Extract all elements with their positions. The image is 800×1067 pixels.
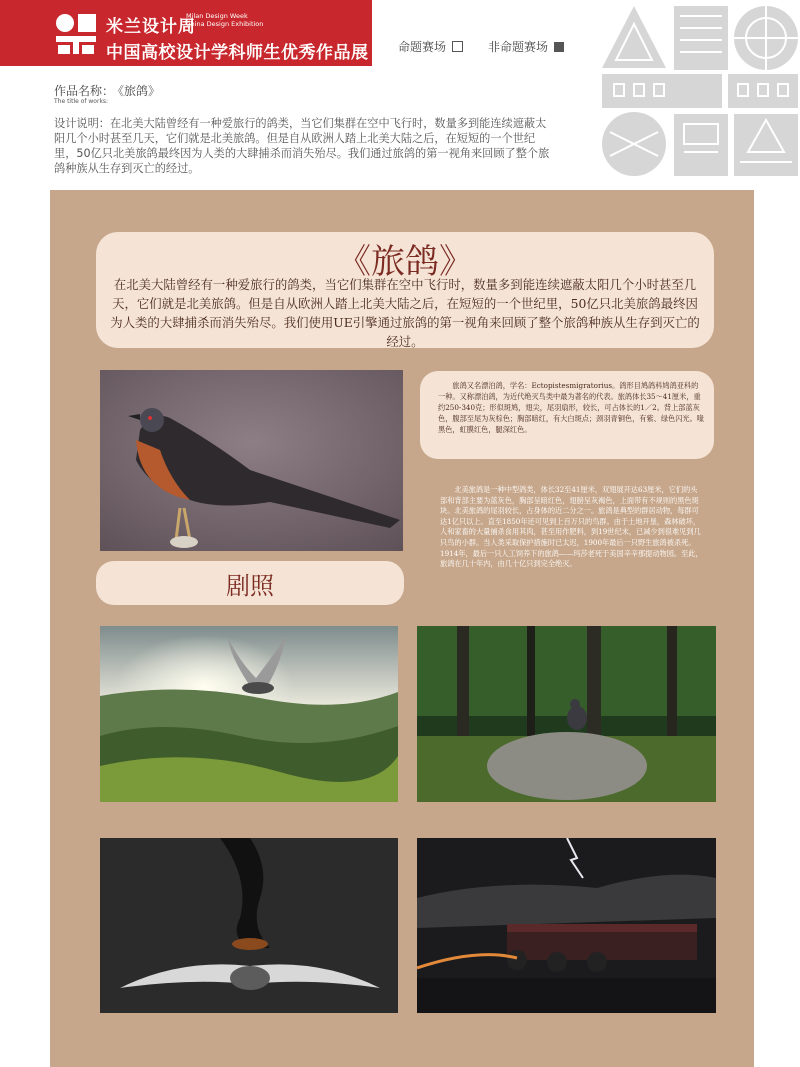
poster-intro: 在北美大陆曾经有一种爱旅行的鸽类，当它们集群在空中飞行时，数量多到能连续遮蔽太阳几个小时甚至几天，它们就是北美旅鸽。但是自从欧洲人踏上北美大陆之后，在短短的一个世纪里，50亿只北美旅鸽最终因为人类的大肆捕杀而消失殆尽。我们使用UE引擎通过旅鸽的第一视角来回顾了整个旅鸽种族从生存到灭亡的经过。	[110, 277, 700, 349]
category-proposition-label: 命题赛场	[398, 40, 447, 54]
work-title-label-en: The title of works:	[54, 98, 109, 105]
work-title-value: 《旅鸽》	[118, 84, 161, 98]
unchecked-box-icon	[452, 41, 463, 52]
work-title-label: 作品名称：	[54, 84, 115, 98]
film-still-train	[417, 838, 716, 1013]
film-still-smoke	[100, 838, 398, 1013]
exhibition-logo-icon	[54, 12, 98, 56]
exhibition-title-cn-2: 中国高校设计学科师生优秀作品展	[106, 43, 369, 63]
exhibition-title-cn-1: 米兰设计周	[106, 17, 196, 37]
category-non-proposition-label: 非命题赛场	[488, 40, 549, 54]
work-title	[54, 82, 160, 99]
pigeon-info-text: 旅鸽又名漂泊鸽，学名：Ectopistesmigratorius。鸽形目鸠鸽科鸠鸽亚科的一种。又称漂泊鸽，为近代绝灭鸟类中最为著名的代表。旅鸽体长35～41厘米，重约250-340克；形似斑鸠，翅尖，尾羽扇形，较长，可占体长的1／2。背上部蓝灰色，腹部至尾为灰棕色；胸部暗红，有大白斑点；颈羽青铜色，有紫、绿色闪光。喙黑色，虹膜红色，腿深红色。	[438, 381, 704, 434]
film-still-forest	[417, 626, 716, 802]
category-proposition	[398, 38, 463, 55]
exhibition-title-en	[186, 12, 263, 28]
exhibition-badge	[0, 0, 372, 66]
film-still-flight	[100, 626, 398, 802]
stills-label: 剧照	[226, 572, 274, 600]
design-description: 设计说明：在北美大陆曾经有一种爱旅行的鸽类，当它们集群在空中飞行时，数量多到能连续遮蔽太阳几个小时甚至几天，它们就是北美旅鸽。但是自从欧洲人踏上北美大陆之后，在短短的一个世纪里，50亿只北美旅鸽最终因为人类的大肆捕杀而消失殆尽。我们通过旅鸽的第一视角来回顾了整个旅鸽种族从生存到灭亡的经过。	[54, 117, 550, 175]
checked-box-icon	[554, 42, 564, 52]
category-non-proposition	[488, 38, 564, 55]
pigeon-specimen-photo	[100, 370, 403, 551]
poster-title: 《旅鸽》	[337, 242, 473, 282]
exhibition-title-en-line: China Design Exhibition	[186, 20, 264, 28]
exhibition-title-en-line: Milan Design Week	[186, 12, 248, 20]
pigeon-history-text: 北美旅鸽是一种中型鸽类，体长32至41厘米，双翅展开达63厘米，它们的头部和背部主要为蓝灰色，胸部呈暗红色，翅膀呈灰褐色，上面带有不规则的黑色斑块。北美旅鸽的尾羽较长，占身体的近二分之一。旅鸽是典型的群居动物，每群可达1亿只以上。直至1850年还可见到上百万只的鸟群。由于土地开垦，森林破坏，人和家畜的大量捕杀食用其肉，甚至用作肥料，到19世纪末，已减少到很难见到几只鸟的小群。当人类采取保护措施时已太迟，1900年最后一只野生旅鸽被杀死。1914年，最后一只人工饲养下的旅鸽——玛莎老死于美国辛辛那提动物园。至此，旅鸽在几十年内，由几十亿只到完全绝灭。	[440, 485, 703, 569]
geometric-decoration-icon	[600, 2, 800, 178]
